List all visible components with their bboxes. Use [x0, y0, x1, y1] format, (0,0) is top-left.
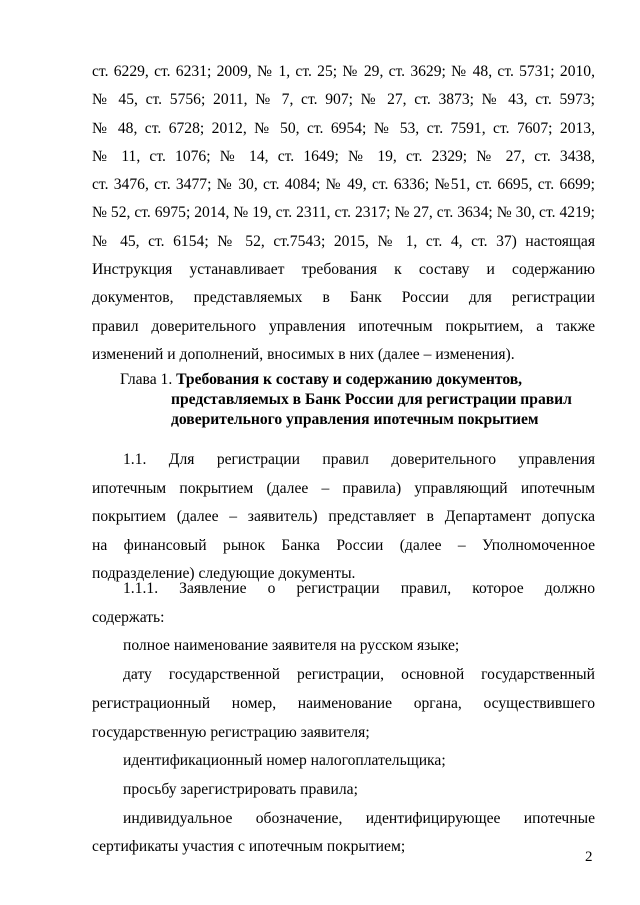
- chapter-title-line: Требования к составу и содержанию документов,: [176, 371, 523, 388]
- list-item: индивидуальное обозначение, идентифицирующее ипотечные: [123, 809, 595, 827]
- chapter-title-line: доверительного управления ипотечным покрытием: [171, 411, 539, 428]
- text-line: № 45, ст. 5756; 2011, № 7, ст. 907; № 27, ст. 3873; № 43, ст. 5973;: [92, 91, 595, 109]
- text-line: № 52, ст. 6975; 2014, № 19, ст. 2311, ст. 2317; № 27, ст. 3634; № 30, ст. 4219;: [92, 204, 595, 222]
- intro-paragraph: [92, 58, 595, 369]
- text-line: содержать:: [92, 608, 165, 626]
- text-line: 1.1. Для регистрации правил доверительного управления: [123, 451, 595, 468]
- text-line: ст. 6229, ст. 6231; 2009, № 1, ст. 25; № 29, ст. 3629; № 48, ст. 5731; 2010,: [92, 63, 595, 80]
- text-line: сертификаты участия с ипотечным покрытием;: [92, 838, 406, 856]
- chapter-heading-line: [120, 370, 600, 390]
- text-line: на финансовый рынок Банка России (далее – Уполномоченное: [92, 536, 595, 554]
- chapter-title-line: представляемых в Банк России для регистрации правил: [171, 391, 572, 408]
- text-line: покрытием (далее – заявитель) представляет в Департамент допуска: [92, 508, 595, 526]
- chapter-heading: [120, 370, 600, 430]
- text-line: № 45, ст. 6154; № 52, ст.7543; 2015, № 1, ст. 4, ст. 37) настоящая: [92, 232, 595, 250]
- text-line: № 11, ст. 1076; № 14, ст. 1649; № 19, ст. 2329; № 27, ст. 3438,: [92, 147, 595, 165]
- text-line: подразделение) следующие документы.: [92, 565, 356, 583]
- list-item: полное наименование заявителя на русском языке;: [123, 637, 460, 655]
- text-line: ипотечным покрытием (далее – правила) управляющий ипотечным: [92, 479, 595, 497]
- text-line: правил доверительного управления ипотечным покрытием, а также: [92, 317, 595, 335]
- clause-1-1-1: [92, 575, 595, 862]
- text-line: Инструкция устанавливает требования к составу и содержанию: [92, 261, 595, 279]
- text-line: 1.1.1. Заявление о регистрации правил, которое должно: [123, 580, 595, 597]
- list-item: просьбу зарегистрировать правила;: [123, 780, 358, 798]
- text-line: документов, представляемых в Банк России для регистрации: [92, 289, 595, 307]
- text-line: регистрационный номер, наименование органа, осуществившего: [92, 694, 595, 712]
- text-line: государственную регистрацию заявителя;: [92, 723, 370, 741]
- page-number: 2: [585, 849, 593, 865]
- list-item: дату государственной регистрации, основной государственный: [123, 666, 595, 684]
- list-item: идентификационный номер налогоплательщика;: [123, 752, 446, 770]
- text-line: № 48, ст. 6728; 2012, № 50, ст. 6954; № 53, ст. 7591, ст. 7607; 2013,: [92, 119, 595, 137]
- clause-1-1: [92, 446, 595, 589]
- text-line: изменений и дополнений, вносимых в них (далее – изменения).: [92, 345, 515, 363]
- text-line: ст. 3476, ст. 3477; № 30, ст. 4084; № 49, ст. 6336; №51, ст. 6695, ст. 6699;: [92, 176, 595, 194]
- chapter-label: Глава 1.: [120, 371, 177, 388]
